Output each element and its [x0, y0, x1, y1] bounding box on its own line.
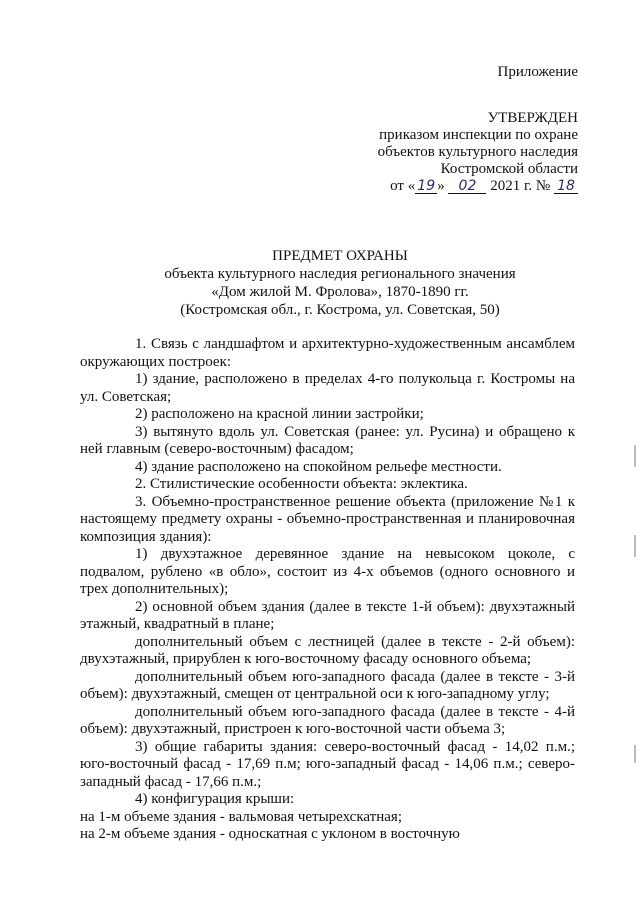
paragraph: дополнительный объем юго-западного фасада (далее в тексте - 4-й объем): двухэтажный, пристроен к юго-восточной части объема 3; — [80, 703, 575, 737]
scan-edge-mark — [634, 535, 636, 557]
subtitle-line-3: (Костромская обл., г. Кострома, ул. Советская, 50) — [180, 302, 500, 318]
date-year: 2021 г. № — [490, 178, 551, 194]
date-day: 19 — [417, 178, 436, 194]
date-mid: » — [437, 178, 445, 194]
paragraph: дополнительный объем с лестницей (далее в тексте - 2-й объем): двухэтажный, прирублен к юго-восточному фасаду основного объема; — [80, 633, 575, 667]
paragraph: 3) вытянуто вдоль ул. Советская (ранее: ул. Русина) и обращено к ней главным (северо-восточным) фасадом; — [80, 423, 575, 457]
paragraph: 1. Связь с ландшафтом и архитектурно-художественным ансамблем окружающих построек: — [80, 336, 575, 370]
paragraph: на 1-м объеме здания - вальмовая четырехскатная; — [80, 808, 402, 825]
paragraph: 4) конфигурация крыши: — [135, 791, 295, 807]
date-day-field — [415, 179, 437, 194]
scan-edge-mark — [634, 445, 636, 467]
approved-heading: УТВЕРЖДЕН — [487, 110, 578, 126]
approval-line-1: приказом инспекции по охране — [379, 127, 578, 143]
order-number: 18 — [557, 178, 575, 194]
paragraph: 3) общие габариты здания: северо-восточный фасад - 14,02 п.м.; юго-восточный фасад - 17,69 п.м; юго-западный фасад - 14,06 п.м.; северо-западный фасад - 17,66 п.м.; — [80, 738, 575, 790]
approval-date-line — [390, 178, 578, 196]
paragraph: 4) здание расположено на спокойном рельефе местности. — [135, 458, 502, 475]
subtitle-line-2: «Дом жилой М. Фролова», 1870-1890 гг. — [211, 284, 469, 300]
appendix-label: Приложение — [497, 64, 578, 80]
paragraph: 2) расположено на красной линии застройки; — [135, 406, 424, 422]
document-body — [80, 336, 575, 844]
paragraph: дополнительный объем юго-западного фасада (далее в тексте - 3-й объем): двухэтажный, смещен от центральной оси к юго-западному углу; — [80, 668, 575, 702]
subtitle-line-1: объекта культурного наследия регионального значения — [164, 266, 516, 282]
order-number-field — [554, 179, 578, 194]
paragraph: 3. Объемно-пространственное решение объекта (приложение №1 к настоящему предмету охраны - объемно-пространственная и планировочная композиция здания): — [80, 493, 575, 545]
paragraph: 1) здание, расположено в пределах 4-го полукольца г. Костромы на ул. Советская; — [80, 371, 575, 405]
paragraph: 2. Стилистические особенности объекта: эклектика. — [135, 476, 468, 492]
date-month: 02 — [458, 178, 477, 194]
document-title: ПРЕДМЕТ ОХРАНЫ — [272, 248, 408, 264]
approval-line-2: объектов культурного наследия — [377, 144, 578, 160]
approval-line-3: Костромской области — [440, 161, 578, 177]
date-prefix: от « — [390, 178, 416, 194]
paragraph: 1) двухэтажное деревянное здание на невысоком цоколе, с подвалом, рублено «в обло», состоит из 4-х объемов (одного основного и трех дополнительных); — [80, 546, 575, 597]
paragraph: 2) основной объем здания (далее в тексте 1-й объем): двухэтажный этажный, квадратный в плане; — [80, 598, 575, 632]
date-month-field — [448, 179, 486, 194]
paragraph: на 2-м объеме здания - односкатная с уклоном в восточную — [80, 826, 460, 842]
scan-edge-mark — [634, 745, 636, 763]
